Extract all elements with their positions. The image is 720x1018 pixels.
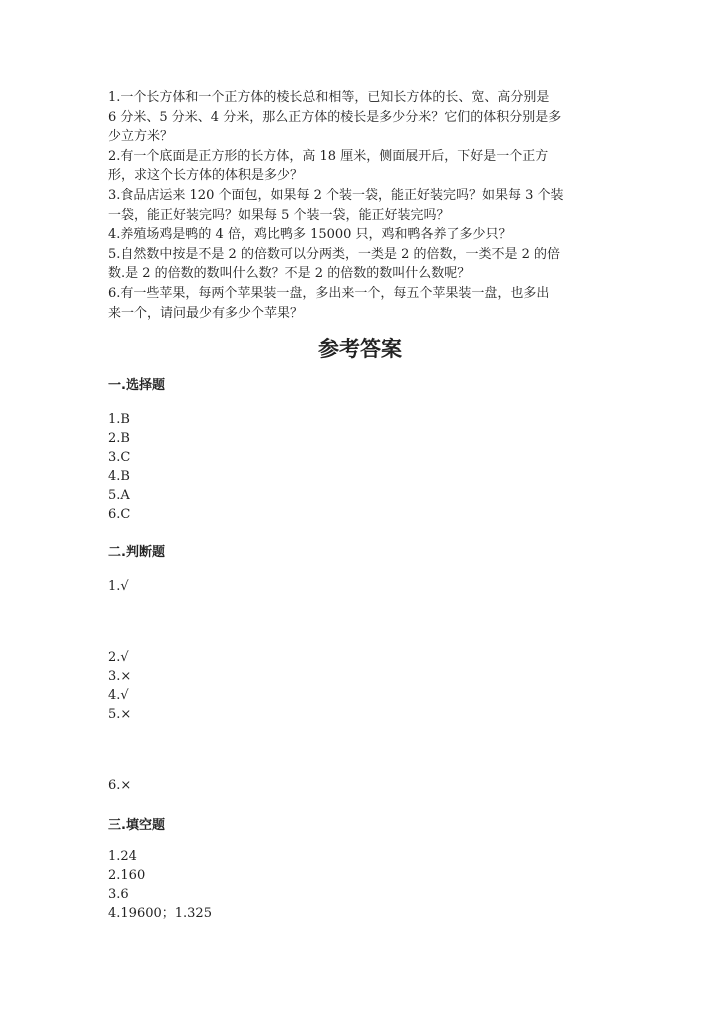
question-line: 2.有一个底面是正方形的长方体，高 18 厘米，侧面展开后，下好是一个正方: [108, 148, 549, 164]
answer-item: 3.×: [108, 669, 132, 684]
answer-item: 2.√: [108, 650, 129, 665]
answer-item: 1.√: [108, 579, 129, 594]
answer-item: 4.B: [108, 469, 130, 484]
question-line: 形，求这个长方体的体积是多少？: [108, 168, 304, 184]
answer-item: 1.B: [108, 412, 130, 427]
answer-item: 2.B: [108, 431, 130, 446]
answer-item: 4.19600；1.325: [108, 906, 212, 921]
answer-item: 3.6: [108, 887, 129, 902]
answer-item: 1.24: [108, 849, 137, 864]
question-line: 数.是 2 的倍数的数叫什么数？不是 2 的倍数的数叫什么数呢？: [108, 266, 471, 282]
question-line: 来一个，请问最少有多少个苹果？: [108, 305, 304, 321]
answer-item: 4.√: [108, 688, 129, 703]
answer-item: 5.A: [108, 488, 130, 503]
question-line: 6.有一些苹果，每两个苹果装一盘，多出来一个，每五个苹果装一盘，也多出: [108, 286, 550, 301]
question-line: 一袋，能正好装完吗？如果每 5 个装一袋，能正好装完吗？: [108, 207, 450, 223]
answer-item: 2.160: [108, 868, 146, 883]
question-line: 1.一个长方体和一个正方体的棱长总和相等，已知长方体的长、宽、高分别是: [108, 90, 550, 105]
question-line: 少立方米？: [108, 129, 174, 145]
answer-item: 5.×: [108, 707, 132, 722]
question-line: 5.自然数中按是不是 2 的倍数可以分两类，一类是 2 的倍数，一类不是 2 的倍: [108, 246, 561, 262]
section-heading: 三.填空题: [108, 818, 165, 833]
section-heading: 一.选择题: [108, 378, 165, 393]
question-line: 3.食品店运来 120 个面包，如果每 2 个装一袋，能正好装完吗？如果每 3 个装: [108, 188, 564, 203]
question-line: 6 分米、5 分米、4 分米，那么正方体的棱长是多少分米？它们的体积分别是多: [108, 109, 562, 125]
answer-title: 参考答案: [318, 337, 402, 361]
question-line: 4.养殖场鸡是鸭的 4 倍，鸡比鸭多 15000 只，鸡和鸭各养了多少只？: [108, 227, 512, 243]
answer-item: 6.×: [108, 778, 132, 793]
answer-item: 3.C: [108, 450, 131, 465]
answer-item: 6.C: [108, 507, 131, 522]
section-heading: 二.判断题: [108, 545, 165, 560]
